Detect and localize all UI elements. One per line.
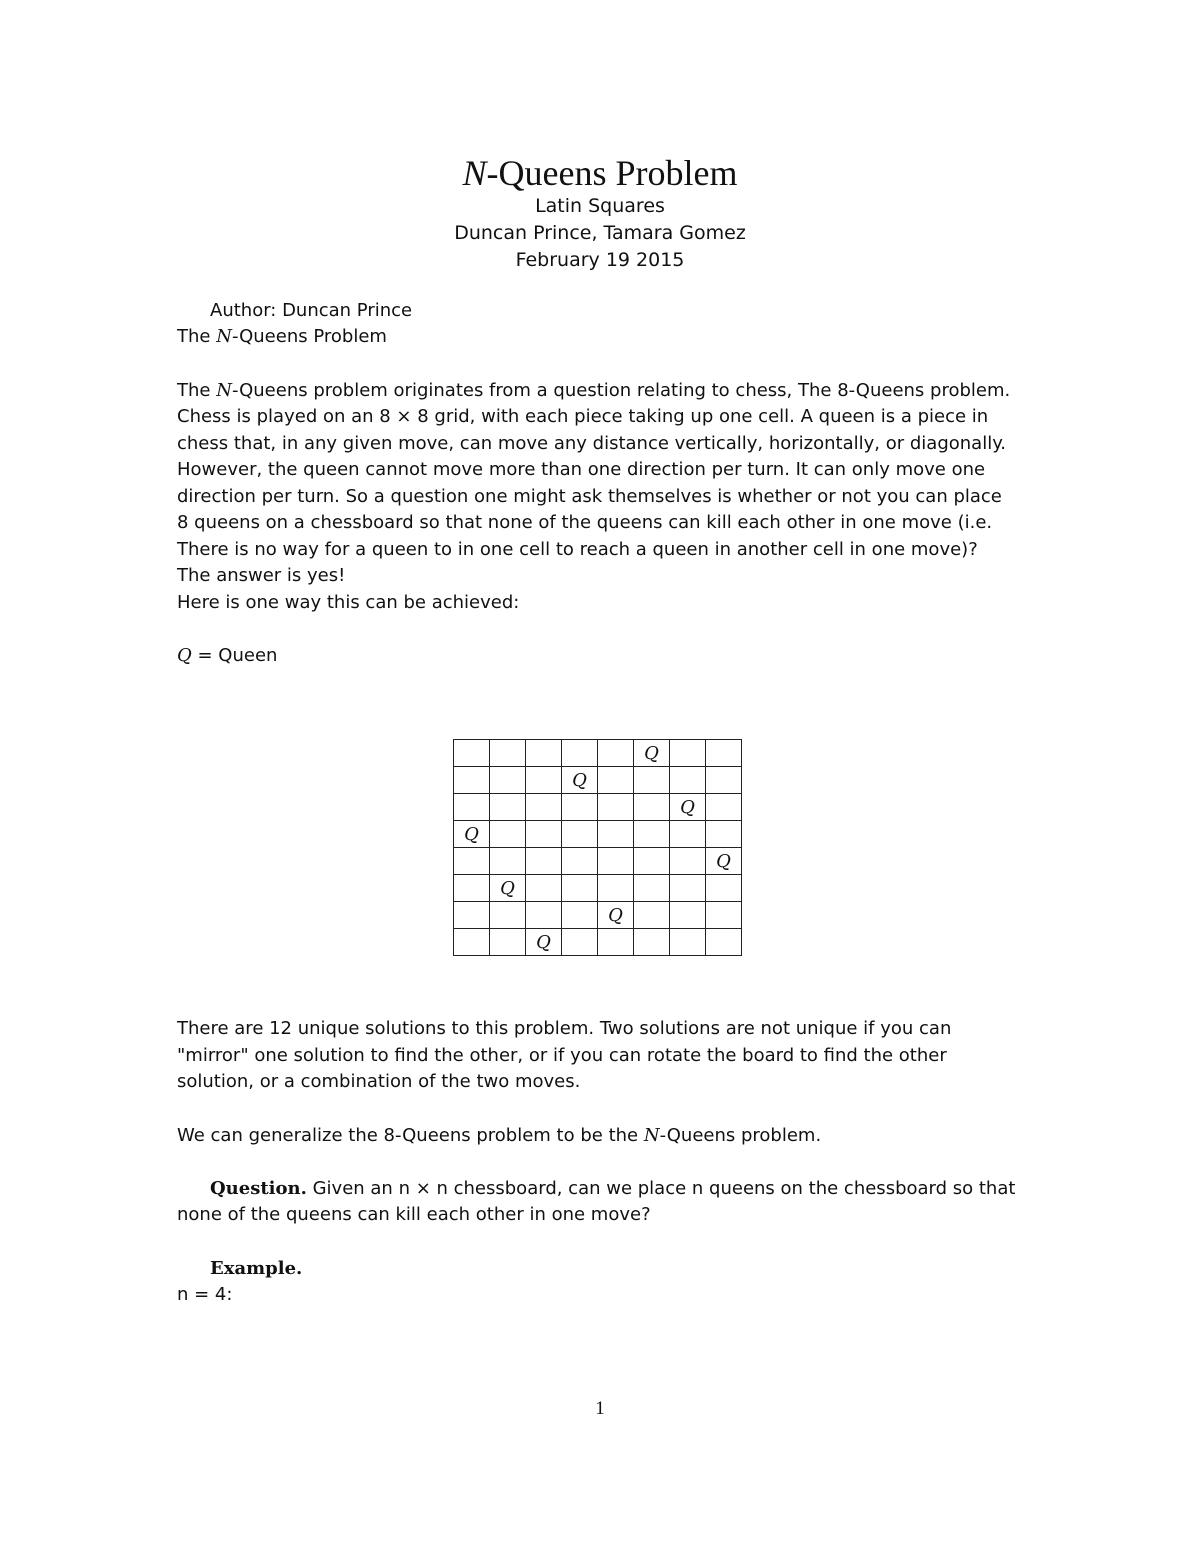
board-cell [454, 902, 490, 929]
section-heading [177, 324, 1027, 350]
board-cell [562, 794, 598, 821]
board-cell [526, 875, 562, 902]
board-cell [526, 902, 562, 929]
board-cell [598, 821, 634, 848]
paragraph-line: 8 queens on a chessboard so that none of the queens can kill each other in one move (i.e. [177, 512, 993, 533]
queen-cell: Q [526, 929, 562, 956]
board-row [454, 767, 742, 794]
paragraph-line: chess that, in any given move, can move any distance vertically, horizontally, or diagonally. [177, 433, 1007, 454]
para1-pre: The [177, 380, 217, 401]
board-cell [454, 794, 490, 821]
board-cell [598, 875, 634, 902]
board-cell [490, 929, 526, 956]
title-text: -Queens Problem [486, 153, 738, 193]
example-label-text: Example. [210, 1258, 303, 1279]
queen-cell: Q [634, 740, 670, 767]
board-cell [562, 929, 598, 956]
paragraph-line [177, 378, 1027, 404]
board-cell [454, 848, 490, 875]
queen-cell: Q [598, 902, 634, 929]
paragraph-line: There are 12 unique solutions to this problem. Two solutions are not unique if you can [177, 1018, 952, 1039]
board-cell [670, 929, 706, 956]
board-cell [562, 902, 598, 929]
queen-cell: Q [670, 794, 706, 821]
board-row [454, 848, 742, 875]
board-cell [598, 767, 634, 794]
board-cell [634, 767, 670, 794]
heading-post: -Queens Problem [231, 326, 387, 347]
board-cell [454, 740, 490, 767]
heading-pre: The [177, 326, 217, 347]
board-cell [454, 929, 490, 956]
board-cell [634, 929, 670, 956]
board-cell [526, 848, 562, 875]
board-row [454, 794, 742, 821]
board-cell [706, 740, 742, 767]
board-cell [562, 821, 598, 848]
board-cell [490, 821, 526, 848]
board-cell [490, 794, 526, 821]
legend-symbol: Q [177, 645, 192, 666]
document-authors: Duncan Prince, Tamara Gomez [454, 222, 746, 244]
board-cell [598, 740, 634, 767]
board-cell [526, 821, 562, 848]
board-cell [526, 740, 562, 767]
board-cell [562, 875, 598, 902]
queen-legend [177, 643, 1027, 669]
chessboard-grid [453, 739, 742, 956]
board-cell [490, 767, 526, 794]
board-cell [490, 740, 526, 767]
board-cell [706, 767, 742, 794]
board-cell [670, 821, 706, 848]
board-cell [670, 767, 706, 794]
board-cell [634, 821, 670, 848]
document-subtitle: Latin Squares [535, 195, 665, 217]
paragraph-line: none of the queens can kill each other in one move? [177, 1204, 651, 1225]
board-row [454, 929, 742, 956]
document-date: February 19 2015 [515, 249, 685, 271]
board-cell [670, 848, 706, 875]
page-number: 1 [595, 1398, 605, 1419]
board-cell [526, 794, 562, 821]
paragraph-line: The answer is yes! [177, 565, 346, 586]
para1-post: -Queens problem originates from a question relating to chess, The 8-Queens problem. [231, 380, 1011, 401]
paragraph-line: Chess is played on an 8 × 8 grid, with each piece taking up one cell. A queen is a piece in [177, 406, 989, 427]
queen-cell: Q [490, 875, 526, 902]
example-line: n = 4: [177, 1284, 233, 1305]
para1-variable: N [216, 380, 232, 401]
queen-cell: Q [706, 848, 742, 875]
para3-post: -Queens problem. [659, 1125, 822, 1146]
board-cell [598, 794, 634, 821]
board-cell [706, 902, 742, 929]
document-title [0, 150, 1200, 196]
board-cell [598, 929, 634, 956]
board-cell [706, 794, 742, 821]
board-cell [598, 848, 634, 875]
para3-variable: N [643, 1125, 660, 1146]
heading-variable: N [216, 326, 232, 347]
paragraph-line: There is no way for a queen to in one cell to reach a queen in another cell in one move)? [177, 539, 978, 560]
board-cell [634, 875, 670, 902]
legend-text: = Queen [191, 645, 278, 666]
board-cell [634, 794, 670, 821]
queen-cell: Q [454, 821, 490, 848]
board-cell [706, 821, 742, 848]
board-cell [706, 875, 742, 902]
paragraph-line: solution, or a combination of the two moves. [177, 1071, 581, 1092]
board-cell [562, 848, 598, 875]
paragraph-line [177, 1123, 1027, 1149]
paragraph-line: "mirror" one solution to find the other, or if you can rotate the board to find the other [177, 1045, 947, 1066]
queen-cell: Q [562, 767, 598, 794]
paragraph-line: However, the queen cannot move more than one direction per turn. It can only move one [177, 459, 986, 480]
board-row [454, 821, 742, 848]
board-cell [454, 875, 490, 902]
board-cell [634, 902, 670, 929]
board-cell [454, 767, 490, 794]
question-line [210, 1176, 1060, 1202]
board-cell [490, 902, 526, 929]
board-cell [706, 929, 742, 956]
board-cell [670, 875, 706, 902]
example-label [210, 1256, 1060, 1282]
board-row [454, 875, 742, 902]
board-row [454, 902, 742, 929]
board-row [454, 740, 742, 767]
title-variable: N [462, 153, 487, 193]
question-label: Question. [210, 1178, 307, 1199]
author-line: Author: Duncan Prince [210, 300, 413, 321]
board-cell [562, 740, 598, 767]
para3-pre: We can generalize the 8-Queens problem to be the [177, 1125, 644, 1146]
paragraph-line: direction per turn. So a question one might ask themselves is whether or not you can place [177, 486, 1002, 507]
board-cell [634, 848, 670, 875]
board-cell [526, 767, 562, 794]
board-cell [670, 902, 706, 929]
question-text: Given an n × n chessboard, can we place n queens on the chessboard so that [306, 1178, 1016, 1199]
board-cell [490, 848, 526, 875]
paragraph-line: Here is one way this can be achieved: [177, 592, 520, 613]
board-cell [670, 740, 706, 767]
